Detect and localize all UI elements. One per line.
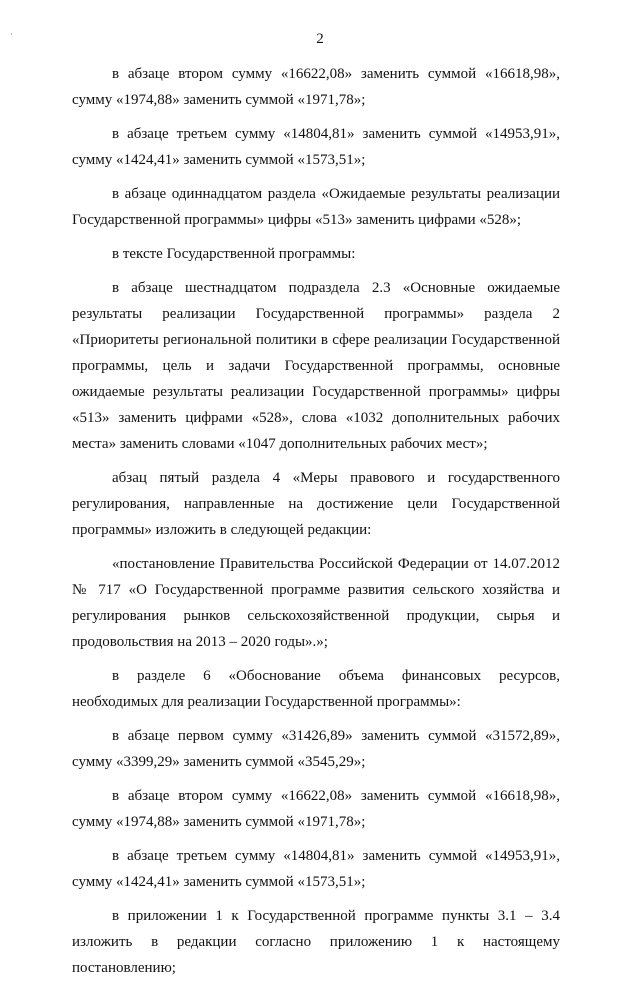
paragraph: в абзаце втором сумму «16622,08» заменить суммой «16618,98», сумму «1974,88» заменить суммой «1971,78»; <box>72 788 560 830</box>
paragraph: в абзаце втором сумму «16622,08» заменить суммой «16618,98», сумму «1974,88» заменить суммой «1971,78»; <box>72 66 560 108</box>
paragraph: в абзаце шестнадцатом подраздела 2.3 «Основные ожидаемые результаты реализации Государственной программы» раздела 2 «Приоритеты региональной политики в сфере реализации Государственной программы, цель и задачи Государственной программы, основные ожидаемые результаты реализации Государственной программы» цифры «513» заменить цифрами «528», слова «1032 дополнительных рабочих места» заменить словами «1047 дополнительных рабочих мест»; <box>72 280 560 452</box>
paragraph: в приложении 1 к Государственной программе пункты 3.1 – 3.4 изложить в редакции согласно приложению 1 к настоящему постановлению; <box>72 908 560 976</box>
paragraph: в абзаце первом сумму «31426,89» заменить суммой «31572,89», сумму «3399,29» заменить суммой «3545,29»; <box>72 728 560 770</box>
paragraph: «постановление Правительства Российской Федерации от 14.07.2012 № 717 «О Государственной программе развития сельского хозяйства и регулирования рынков сельскохозяйственной продукции, сырья и продовольствия на 2013 – 2020 годы».»; <box>72 556 560 650</box>
paragraph: абзац пятый раздела 4 «Меры правового и государственного регулирования, направленные на достижение цели Государственной программы» изложить в следующей редакции: <box>72 470 560 538</box>
paragraph: в тексте Государственной программы: <box>112 246 356 262</box>
document-body <box>72 61 560 989</box>
scan-speck: · <box>10 30 13 39</box>
paragraph: в абзаце одиннадцатом раздела «Ожидаемые результаты реализации Государственной программы» цифры «513» заменить цифрами «528»; <box>72 186 560 228</box>
paragraph: в абзаце третьем сумму «14804,81» заменить суммой «14953,91», сумму «1424,41» заменить суммой «1573,51»; <box>72 848 560 890</box>
page-number: 2 <box>316 31 324 47</box>
paragraph: в абзаце третьем сумму «14804,81» заменить суммой «14953,91», сумму «1424,41» заменить суммой «1573,51»; <box>72 126 560 168</box>
paragraph: в разделе 6 «Обоснование объема финансовых ресурсов, необходимых для реализации Государственной программы»: <box>72 668 560 710</box>
